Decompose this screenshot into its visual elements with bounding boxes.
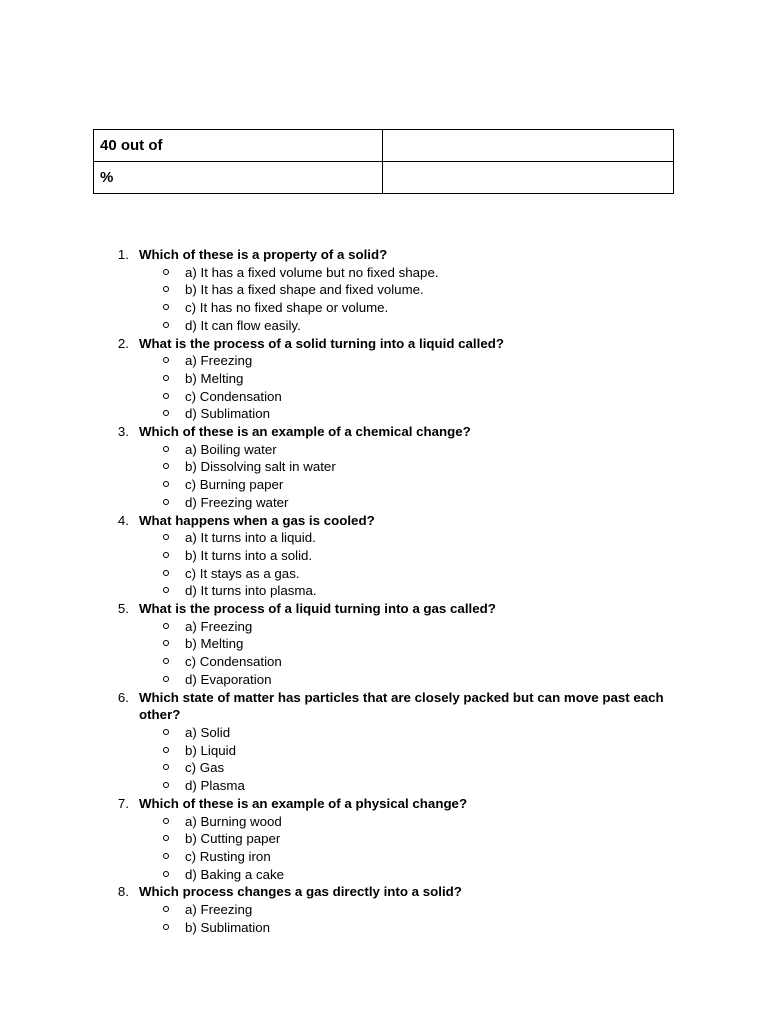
option-list bbox=[139, 352, 672, 423]
option-text: b) Melting bbox=[185, 636, 244, 652]
question-text: What is the process of a solid turning into a liquid called? bbox=[139, 335, 504, 351]
option-text: b) It turns into a solid. bbox=[185, 547, 313, 563]
answer-option bbox=[185, 405, 672, 423]
option-text: c) Condensation bbox=[185, 654, 282, 670]
option-list bbox=[139, 529, 672, 600]
answer-option bbox=[185, 565, 672, 583]
question-text: Which of these is an example of a chemical change? bbox=[139, 424, 471, 440]
option-text: b) Cutting paper bbox=[185, 831, 281, 847]
option-list bbox=[139, 901, 672, 936]
question-number: 3. bbox=[117, 424, 129, 440]
answer-option bbox=[185, 476, 672, 494]
answer-option bbox=[185, 653, 672, 671]
hollow-bullet-icon bbox=[163, 623, 169, 629]
question-item bbox=[112, 246, 672, 335]
hollow-bullet-icon bbox=[163, 906, 169, 912]
answer-option bbox=[185, 281, 672, 299]
option-text: b) Liquid bbox=[185, 742, 237, 758]
option-text: a) Boiling water bbox=[185, 441, 277, 457]
question-list bbox=[112, 246, 672, 936]
answer-option bbox=[185, 441, 672, 459]
answer-option bbox=[185, 264, 672, 282]
option-text: a) It has a fixed volume but no fixed shape. bbox=[185, 264, 439, 280]
option-text: c) Condensation bbox=[185, 388, 282, 404]
percent-row bbox=[94, 162, 674, 194]
question-number: 1. bbox=[117, 247, 129, 262]
hollow-bullet-icon bbox=[163, 587, 169, 593]
hollow-bullet-icon bbox=[163, 286, 169, 292]
answer-option bbox=[185, 582, 672, 600]
hollow-bullet-icon bbox=[163, 676, 169, 682]
option-text: a) Freezing bbox=[185, 618, 253, 634]
score-value-cell[interactable] bbox=[383, 130, 674, 162]
hollow-bullet-icon bbox=[163, 534, 169, 540]
answer-option bbox=[185, 635, 672, 653]
option-text: d) Plasma bbox=[185, 778, 245, 794]
question-number: 6. bbox=[117, 689, 129, 705]
option-text: c) It stays as a gas. bbox=[185, 565, 300, 581]
hollow-bullet-icon bbox=[163, 357, 169, 363]
score-label-cell: 40 out of bbox=[94, 130, 383, 162]
question-item bbox=[112, 883, 672, 936]
score-table bbox=[93, 129, 674, 194]
question-number: 8. bbox=[117, 884, 129, 900]
answer-option bbox=[185, 529, 672, 547]
hollow-bullet-icon bbox=[163, 481, 169, 487]
option-text: d) It turns into plasma. bbox=[185, 583, 317, 599]
answer-option bbox=[185, 919, 672, 937]
option-text: b) Sublimation bbox=[185, 919, 270, 935]
answer-option bbox=[185, 813, 672, 831]
answer-option bbox=[185, 830, 672, 848]
hollow-bullet-icon bbox=[163, 640, 169, 646]
option-text: d) Baking a cake bbox=[185, 866, 285, 882]
option-list bbox=[139, 724, 672, 795]
question-item bbox=[112, 512, 672, 601]
hollow-bullet-icon bbox=[163, 393, 169, 399]
hollow-bullet-icon bbox=[163, 410, 169, 416]
option-list bbox=[139, 264, 672, 335]
answer-option bbox=[185, 777, 672, 795]
option-text: b) It has a fixed shape and fixed volume. bbox=[185, 282, 424, 298]
answer-option bbox=[185, 547, 672, 565]
hollow-bullet-icon bbox=[163, 782, 169, 788]
hollow-bullet-icon bbox=[163, 924, 169, 930]
hollow-bullet-icon bbox=[163, 747, 169, 753]
percent-label-cell: % bbox=[94, 162, 383, 194]
answer-option bbox=[185, 742, 672, 760]
option-text: d) Sublimation bbox=[185, 406, 270, 422]
option-text: d) It can flow easily. bbox=[185, 317, 301, 333]
hollow-bullet-icon bbox=[163, 304, 169, 310]
hollow-bullet-icon bbox=[163, 871, 169, 877]
option-text: c) Burning paper bbox=[185, 477, 284, 493]
question-item bbox=[112, 600, 672, 689]
question-number: 5. bbox=[117, 601, 129, 617]
answer-option bbox=[185, 759, 672, 777]
option-text: a) Freezing bbox=[185, 902, 253, 918]
option-list bbox=[139, 813, 672, 884]
answer-option bbox=[185, 724, 672, 742]
question-number: 2. bbox=[117, 335, 129, 351]
option-text: b) Dissolving salt in water bbox=[185, 459, 336, 475]
answer-option bbox=[185, 388, 672, 406]
option-text: c) Gas bbox=[185, 760, 225, 776]
question-text: Which state of matter has particles that are closely packed but can move past each other? bbox=[139, 689, 664, 723]
hollow-bullet-icon bbox=[163, 375, 169, 381]
hollow-bullet-icon bbox=[163, 463, 169, 469]
hollow-bullet-icon bbox=[163, 322, 169, 328]
question-item bbox=[112, 423, 672, 512]
question-text: Which process changes a gas directly into a solid? bbox=[139, 884, 462, 900]
option-list bbox=[139, 618, 672, 689]
answer-option bbox=[185, 866, 672, 884]
hollow-bullet-icon bbox=[163, 446, 169, 452]
answer-option bbox=[185, 671, 672, 689]
option-text: a) Freezing bbox=[185, 353, 253, 369]
hollow-bullet-icon bbox=[163, 835, 169, 841]
option-text: a) Burning wood bbox=[185, 813, 282, 829]
option-text: c) It has no fixed shape or volume. bbox=[185, 300, 389, 316]
answer-option bbox=[185, 352, 672, 370]
question-item bbox=[112, 335, 672, 424]
answer-option bbox=[185, 618, 672, 636]
question-number: 7. bbox=[117, 795, 129, 811]
answer-option bbox=[185, 299, 672, 317]
option-list bbox=[139, 441, 672, 512]
answer-option bbox=[185, 848, 672, 866]
hollow-bullet-icon bbox=[163, 729, 169, 735]
hollow-bullet-icon bbox=[163, 499, 169, 505]
question-item bbox=[112, 795, 672, 884]
hollow-bullet-icon bbox=[163, 853, 169, 859]
question-item bbox=[112, 689, 672, 795]
percent-value-cell[interactable] bbox=[383, 162, 674, 194]
hollow-bullet-icon bbox=[163, 818, 169, 824]
question-text: Which of these is a property of a solid? bbox=[139, 247, 388, 262]
hollow-bullet-icon bbox=[163, 570, 169, 576]
question-text: What is the process of a liquid turning into a gas called? bbox=[139, 601, 496, 617]
hollow-bullet-icon bbox=[163, 658, 169, 664]
option-text: a) Solid bbox=[185, 724, 231, 740]
hollow-bullet-icon bbox=[163, 269, 169, 275]
option-text: d) Evaporation bbox=[185, 671, 272, 687]
score-row bbox=[94, 130, 674, 162]
option-text: a) It turns into a liquid. bbox=[185, 530, 316, 546]
answer-option bbox=[185, 458, 672, 476]
option-text: b) Melting bbox=[185, 370, 244, 386]
hollow-bullet-icon bbox=[163, 552, 169, 558]
question-number: 4. bbox=[117, 512, 129, 528]
question-text: What happens when a gas is cooled? bbox=[139, 512, 375, 528]
answer-option bbox=[185, 317, 672, 335]
option-text: d) Freezing water bbox=[185, 494, 289, 510]
question-text: Which of these is an example of a physical change? bbox=[139, 795, 468, 811]
hollow-bullet-icon bbox=[163, 764, 169, 770]
answer-option bbox=[185, 494, 672, 512]
answer-option bbox=[185, 370, 672, 388]
option-text: c) Rusting iron bbox=[185, 848, 271, 864]
answer-option bbox=[185, 901, 672, 919]
